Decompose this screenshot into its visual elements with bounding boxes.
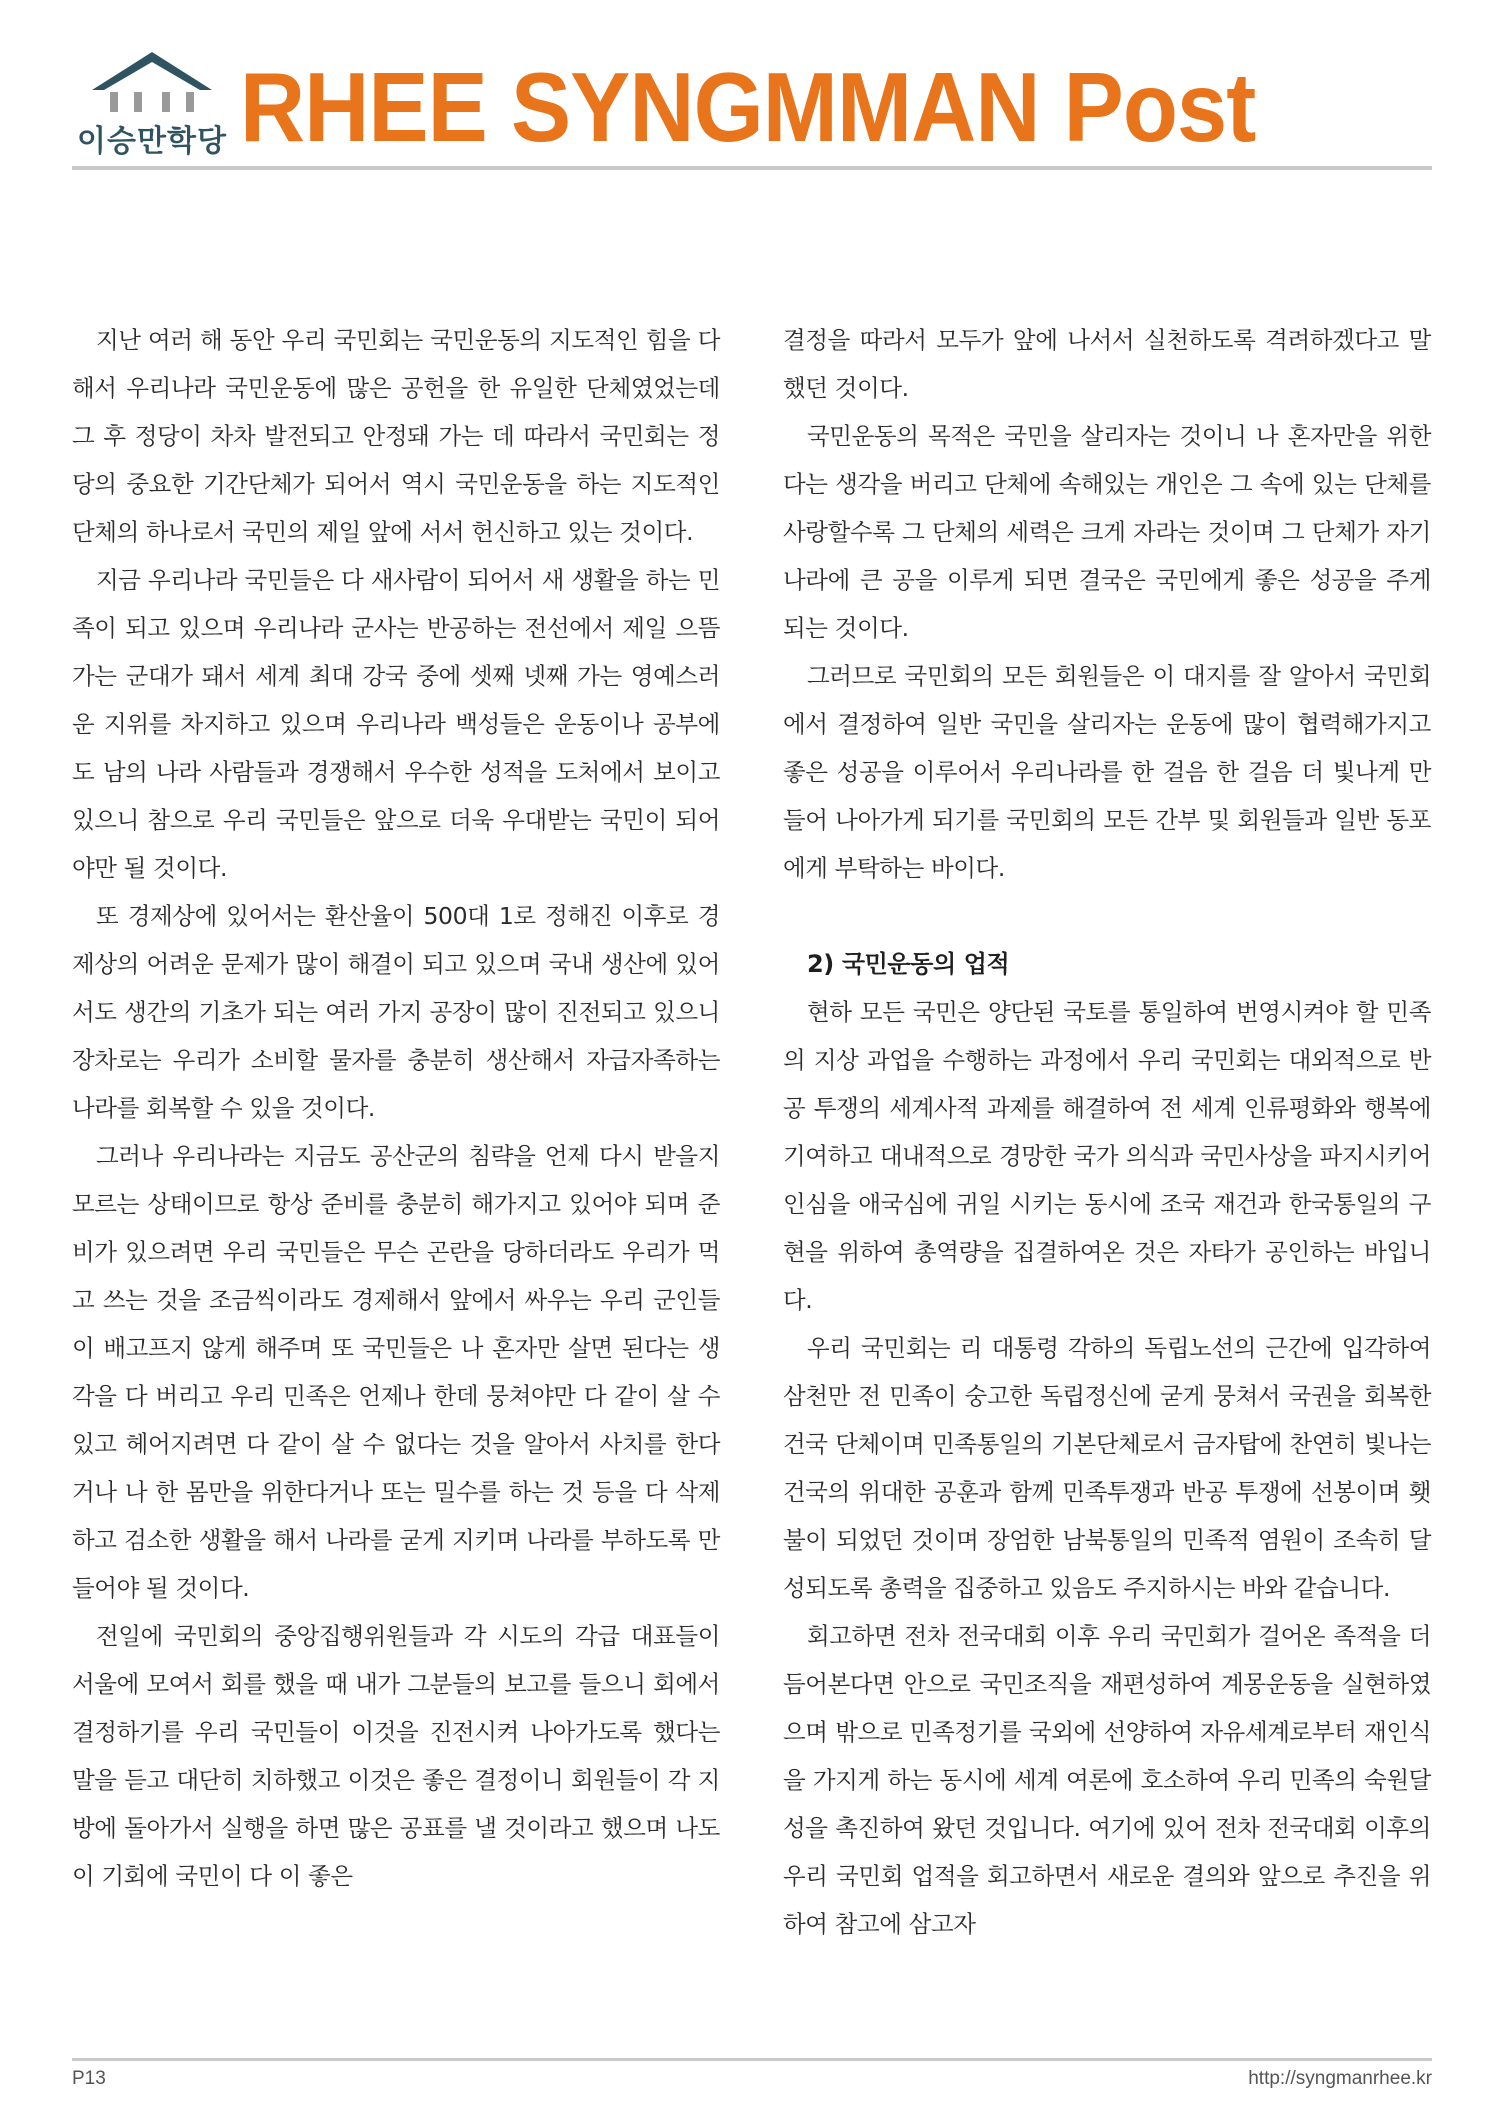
section-heading: 2) 국민운동의 업적	[807, 950, 1010, 978]
section-spacer	[783, 892, 1431, 940]
logo	[72, 50, 232, 160]
header-divider	[72, 166, 1432, 170]
page-header	[0, 0, 1500, 170]
footer-divider	[72, 2058, 1432, 2061]
paragraph-continuation: 결정을 따라서 모두가 앞에 나서서 실천하도록 격려하겠다고 말했던 것이다.	[783, 326, 1431, 402]
paragraph: 지난 여러 해 동안 우리 국민회는 국민운동의 지도적인 힘을 다해서 우리나라 국민운동에 많은 공헌을 한 유일한 단체였었는데 그 후 정당이 차차 발전되고 안정돼 가는 데 따라서 국민회는 정당의 중요한 기간단체가 되어서 역시 국민운동을 하는 지도적인 단체의 하나로서 국민의 제일 앞에 서서 헌신하고 있는 것이다.	[72, 326, 720, 546]
logo-text: 이승만학당	[77, 124, 227, 159]
paragraph: 전일에 국민회의 중앙집행위원들과 각 시도의 각급 대표들이 서울에 모여서 회를 했을 때 내가 그분들의 보고를 들으니 회에서 결정하기를 우리 국민들이 이것을 진전시켜 나아가도록 했다는 말을 듣고 대단히 치하했고 이것은 좋은 결정이니 회원들이 각 지방에 돌아가서 실행을 하면 많은 공표를 낼 것이라고 했으며 나도 이 기회에 국민이 다 이 좋은	[72, 1622, 720, 1890]
school-house-icon	[84, 50, 220, 120]
page-number: P13	[72, 2068, 106, 2089]
masthead-title: RHEE SYNGMMAN Post	[240, 52, 1256, 162]
paragraph: 지금 우리나라 국민들은 다 새사람이 되어서 새 생활을 하는 민족이 되고 있으며 우리나라 군사는 반공하는 전선에서 제일 으뜸가는 군대가 돼서 세계 최대 강국 중에 셋째 넷째 가는 영예스러운 지위를 차지하고 있으며 우리나라 백성들은 운동이나 공부에도 남의 나라 사람들과 경쟁해서 우수한 성적을 도처에서 보이고 있으니 참으로 우리 국민들은 앞으로 더욱 우대받는 국민이 되어야만 될 것이다.	[72, 566, 720, 882]
paragraph: 국민운동의 목적은 국민을 살리자는 것이니 나 혼자만을 위한다는 생각을 버리고 단체에 속해있는 개인은 그 속에 있는 단체를 사랑할수록 그 단체의 세력은 크게 자라는 것이며 그 단체가 자기 나라에 큰 공을 이루게 되면 결국은 국민에게 좋은 성공을 주게 되는 것이다.	[783, 422, 1431, 642]
article-column-right	[783, 316, 1431, 1948]
footer-url-link[interactable]: http://syngmanrhee.kr	[1248, 2068, 1432, 2089]
article-column-left	[72, 316, 720, 1900]
paragraph: 그러나 우리나라는 지금도 공산군의 침략을 언제 다시 받을지 모르는 상태이므로 항상 준비를 충분히 해가지고 있어야 되며 준비가 있으려면 우리 국민들은 무슨 곤란을 당하더라도 우리가 먹고 쓰는 것을 조금씩이라도 경제해서 앞에서 싸우는 우리 군인들이 배고프지 않게 해주며 또 국민들은 나 혼자만 살면 된다는 생각을 다 버리고 우리 민족은 언제나 한데 뭉쳐야만 다 같이 살 수 있고 헤어지려면 다 같이 살 수 없다는 것을 알아서 사치를 한다거나 나 한 몸만을 위한다거나 또는 밀수를 하는 것 등을 다 삭제하고 검소한 생활을 해서 나라를 굳게 지키며 나라를 부하도록 만들어야 될 것이다.	[72, 1142, 720, 1602]
paragraph: 또 경제상에 있어서는 환산율이 500대 1로 정해진 이후로 경제상의 어려운 문제가 많이 해결이 되고 있으며 국내 생산에 있어서도 생간의 기초가 되는 여러 가지 공장이 많이 진전되고 있으니 장차로는 우리가 소비할 물자를 충분히 생산해서 자급자족하는 나라를 회복할 수 있을 것이다.	[72, 902, 720, 1122]
paragraph: 회고하면 전차 전국대회 이후 우리 국민회가 걸어온 족적을 더듬어본다면 안으로 국민조직을 재편성하여 계몽운동을 실현하였으며 밖으로 민족정기를 국외에 선양하여 자유세계로부터 재인식을 가지게 하는 동시에 세계 여론에 호소하여 우리 민족의 숙원달성을 촉진하여 왔던 것입니다. 여기에 있어 전차 전국대회 이후의 우리 국민회 업적을 회고하면서 새로운 결의와 앞으로 추진을 위하여 참고에 삼고자	[783, 1622, 1431, 1938]
paragraph: 우리 국민회는 리 대통령 각하의 독립노선의 근간에 입각하여 삼천만 전 민족이 숭고한 독립정신에 굳게 뭉쳐서 국권을 회복한 건국 단체이며 민족통일의 기본단체로서 금자탑에 찬연히 빛나는 건국의 위대한 공훈과 함께 민족투쟁과 반공 투쟁에 선봉이며 횃불이 되었던 것이며 장엄한 남북통일의 민족적 염원이 조속히 달성되도록 총력을 집중하고 있음도 주지하시는 바와 같습니다.	[783, 1334, 1431, 1602]
paragraph: 현하 모든 국민은 양단된 국토를 통일하여 번영시켜야 할 민족의 지상 과업을 수행하는 과정에서 우리 국민회는 대외적으로 반공 투쟁의 세계사적 과제를 해결하여 전 세계 인류평화와 행복에 기여하고 대내적으로 경망한 국가 의식과 국민사상을 파지시키어 인심을 애국심에 귀일 시키는 동시에 조국 재건과 한국통일의 구현을 위하여 총역량을 집결하여온 것은 자타가 공인하는 바입니다.	[783, 998, 1431, 1314]
paragraph: 그러므로 국민회의 모든 회원들은 이 대지를 잘 알아서 국민회에서 결정하여 일반 국민을 살리자는 운동에 많이 협력해가지고 좋은 성공을 이루어서 우리나라를 한 걸음 한 걸음 더 빛나게 만들어 나아가게 되기를 국민회의 모든 간부 및 회원들과 일반 동포에게 부탁하는 바이다.	[783, 662, 1431, 882]
